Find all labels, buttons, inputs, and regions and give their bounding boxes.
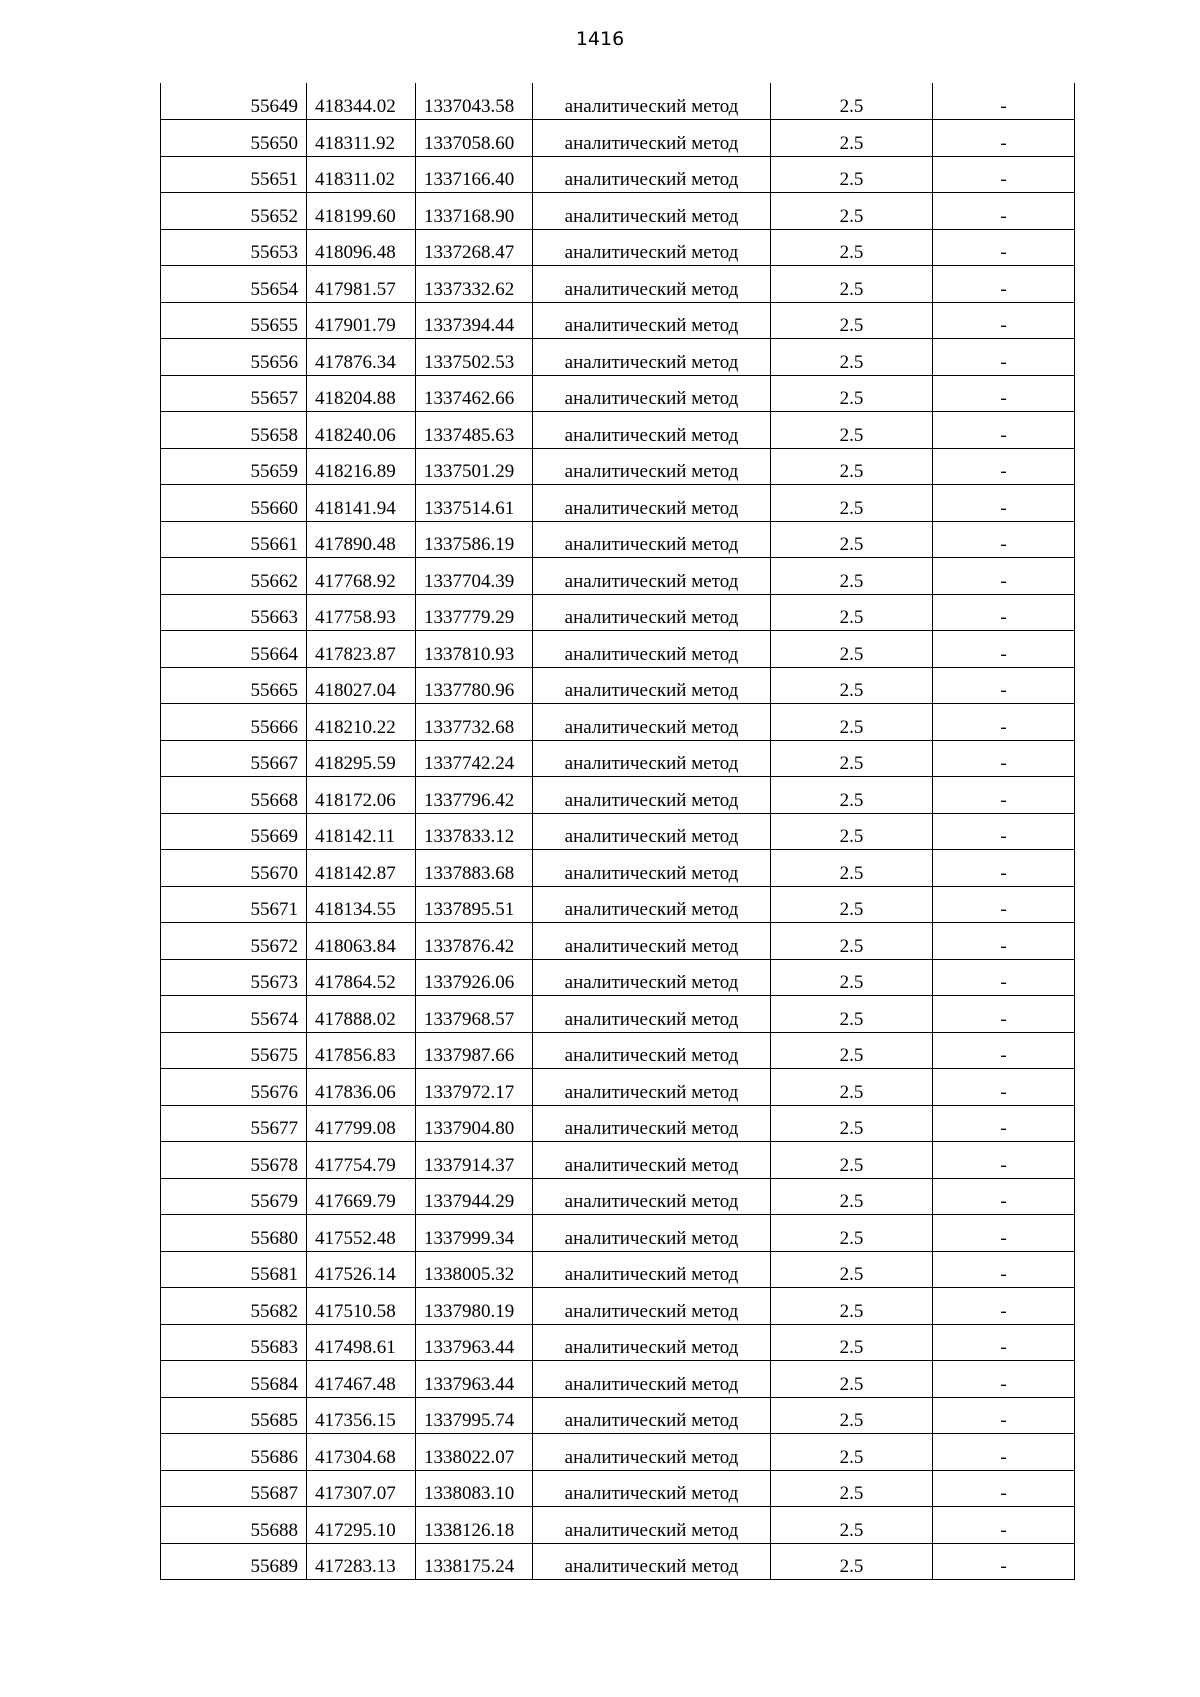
method-cell: аналитический метод — [533, 156, 771, 193]
coordinates-table-body — [161, 83, 1075, 1580]
method-cell: аналитический метод — [533, 923, 771, 960]
y-coordinate-cell: 1337926.06 — [416, 959, 533, 996]
x-coordinate-cell: 417888.02 — [307, 996, 416, 1033]
x-coordinate-cell: 417754.79 — [307, 1142, 416, 1179]
y-coordinate-cell: 1337796.42 — [416, 777, 533, 814]
note-cell: - — [933, 1507, 1075, 1544]
note-cell: - — [933, 266, 1075, 303]
table-row — [161, 83, 1075, 120]
accuracy-cell: 2.5 — [771, 1434, 933, 1471]
table-row — [161, 996, 1075, 1033]
note-cell: - — [933, 1288, 1075, 1325]
accuracy-cell: 2.5 — [771, 886, 933, 923]
method-cell: аналитический метод — [533, 1543, 771, 1580]
note-cell: - — [933, 1543, 1075, 1580]
y-coordinate-cell: 1337968.57 — [416, 996, 533, 1033]
method-cell: аналитический метод — [533, 1251, 771, 1288]
y-coordinate-cell: 1338022.07 — [416, 1434, 533, 1471]
method-cell: аналитический метод — [533, 193, 771, 230]
x-coordinate-cell: 418142.11 — [307, 813, 416, 850]
y-coordinate-cell: 1337963.44 — [416, 1324, 533, 1361]
accuracy-cell: 2.5 — [771, 1288, 933, 1325]
x-coordinate-cell: 418134.55 — [307, 886, 416, 923]
y-coordinate-cell: 1338005.32 — [416, 1251, 533, 1288]
y-coordinate-cell: 1337972.17 — [416, 1069, 533, 1106]
table-row — [161, 521, 1075, 558]
accuracy-cell: 2.5 — [771, 923, 933, 960]
table-row — [161, 1069, 1075, 1106]
table-row — [161, 1361, 1075, 1398]
table-row — [161, 1397, 1075, 1434]
table-row — [161, 1178, 1075, 1215]
note-cell: - — [933, 339, 1075, 376]
table-row — [161, 1251, 1075, 1288]
accuracy-cell: 2.5 — [771, 375, 933, 412]
point-number-cell: 55689 — [161, 1543, 307, 1580]
table-row — [161, 120, 1075, 157]
point-number-cell: 55649 — [161, 83, 307, 120]
accuracy-cell: 2.5 — [771, 777, 933, 814]
note-cell: - — [933, 1434, 1075, 1471]
y-coordinate-cell: 1337586.19 — [416, 521, 533, 558]
method-cell: аналитический метод — [533, 777, 771, 814]
y-coordinate-cell: 1337833.12 — [416, 813, 533, 850]
accuracy-cell: 2.5 — [771, 156, 933, 193]
point-number-cell: 55678 — [161, 1142, 307, 1179]
x-coordinate-cell: 418063.84 — [307, 923, 416, 960]
y-coordinate-cell: 1338175.24 — [416, 1543, 533, 1580]
accuracy-cell: 2.5 — [771, 339, 933, 376]
x-coordinate-cell: 417467.48 — [307, 1361, 416, 1398]
note-cell: - — [933, 1397, 1075, 1434]
table-row — [161, 1434, 1075, 1471]
method-cell: аналитический метод — [533, 704, 771, 741]
x-coordinate-cell: 417307.07 — [307, 1470, 416, 1507]
point-number-cell: 55663 — [161, 594, 307, 631]
point-number-cell: 55669 — [161, 813, 307, 850]
method-cell: аналитический метод — [533, 120, 771, 157]
accuracy-cell: 2.5 — [771, 266, 933, 303]
table-row — [161, 558, 1075, 595]
note-cell: - — [933, 704, 1075, 741]
note-cell: - — [933, 302, 1075, 339]
table-row — [161, 1543, 1075, 1580]
x-coordinate-cell: 418216.89 — [307, 448, 416, 485]
x-coordinate-cell: 418311.92 — [307, 120, 416, 157]
method-cell: аналитический метод — [533, 83, 771, 120]
x-coordinate-cell: 418204.88 — [307, 375, 416, 412]
y-coordinate-cell: 1337704.39 — [416, 558, 533, 595]
x-coordinate-cell: 418141.94 — [307, 485, 416, 522]
y-coordinate-cell: 1338126.18 — [416, 1507, 533, 1544]
method-cell: аналитический метод — [533, 813, 771, 850]
x-coordinate-cell: 417768.92 — [307, 558, 416, 595]
page-number: 1416 — [575, 28, 625, 50]
accuracy-cell: 2.5 — [771, 558, 933, 595]
table-row — [161, 667, 1075, 704]
point-number-cell: 55673 — [161, 959, 307, 996]
y-coordinate-cell: 1337944.29 — [416, 1178, 533, 1215]
table-row — [161, 923, 1075, 960]
accuracy-cell: 2.5 — [771, 1215, 933, 1252]
y-coordinate-cell: 1337914.37 — [416, 1142, 533, 1179]
table-row — [161, 1507, 1075, 1544]
x-coordinate-cell: 417890.48 — [307, 521, 416, 558]
note-cell: - — [933, 1324, 1075, 1361]
x-coordinate-cell: 417856.83 — [307, 1032, 416, 1069]
x-coordinate-cell: 417498.61 — [307, 1324, 416, 1361]
x-coordinate-cell: 417864.52 — [307, 959, 416, 996]
table-row — [161, 594, 1075, 631]
point-number-cell: 55686 — [161, 1434, 307, 1471]
table-row — [161, 1288, 1075, 1325]
x-coordinate-cell: 417901.79 — [307, 302, 416, 339]
note-cell: - — [933, 83, 1075, 120]
accuracy-cell: 2.5 — [771, 1069, 933, 1106]
method-cell: аналитический метод — [533, 667, 771, 704]
y-coordinate-cell: 1337876.42 — [416, 923, 533, 960]
point-number-cell: 55650 — [161, 120, 307, 157]
note-cell: - — [933, 740, 1075, 777]
point-number-cell: 55681 — [161, 1251, 307, 1288]
x-coordinate-cell: 417823.87 — [307, 631, 416, 668]
point-number-cell: 55656 — [161, 339, 307, 376]
table-row — [161, 412, 1075, 449]
note-cell: - — [933, 1032, 1075, 1069]
method-cell: аналитический метод — [533, 1215, 771, 1252]
table-row — [161, 339, 1075, 376]
note-cell: - — [933, 1105, 1075, 1142]
x-coordinate-cell: 417799.08 — [307, 1105, 416, 1142]
table-row — [161, 448, 1075, 485]
coordinates-table — [160, 83, 1075, 1580]
x-coordinate-cell: 417304.68 — [307, 1434, 416, 1471]
method-cell: аналитический метод — [533, 1434, 771, 1471]
point-number-cell: 55652 — [161, 193, 307, 230]
point-number-cell: 55688 — [161, 1507, 307, 1544]
point-number-cell: 55680 — [161, 1215, 307, 1252]
note-cell: - — [933, 959, 1075, 996]
accuracy-cell: 2.5 — [771, 667, 933, 704]
x-coordinate-cell: 418096.48 — [307, 229, 416, 266]
note-cell: - — [933, 156, 1075, 193]
point-number-cell: 55675 — [161, 1032, 307, 1069]
x-coordinate-cell: 418172.06 — [307, 777, 416, 814]
table-row — [161, 813, 1075, 850]
point-number-cell: 55665 — [161, 667, 307, 704]
x-coordinate-cell: 417836.06 — [307, 1069, 416, 1106]
x-coordinate-cell: 417510.58 — [307, 1288, 416, 1325]
x-coordinate-cell: 417981.57 — [307, 266, 416, 303]
table-row — [161, 959, 1075, 996]
accuracy-cell: 2.5 — [771, 1105, 933, 1142]
method-cell: аналитический метод — [533, 1105, 771, 1142]
y-coordinate-cell: 1337058.60 — [416, 120, 533, 157]
x-coordinate-cell: 417876.34 — [307, 339, 416, 376]
note-cell: - — [933, 1069, 1075, 1106]
point-number-cell: 55683 — [161, 1324, 307, 1361]
note-cell: - — [933, 1178, 1075, 1215]
method-cell: аналитический метод — [533, 1397, 771, 1434]
method-cell: аналитический метод — [533, 1507, 771, 1544]
method-cell: аналитический метод — [533, 229, 771, 266]
y-coordinate-cell: 1337166.40 — [416, 156, 533, 193]
method-cell: аналитический метод — [533, 375, 771, 412]
accuracy-cell: 2.5 — [771, 120, 933, 157]
method-cell: аналитический метод — [533, 1069, 771, 1106]
note-cell: - — [933, 193, 1075, 230]
note-cell: - — [933, 594, 1075, 631]
y-coordinate-cell: 1337779.29 — [416, 594, 533, 631]
table-row — [161, 850, 1075, 887]
method-cell: аналитический метод — [533, 740, 771, 777]
accuracy-cell: 2.5 — [771, 1324, 933, 1361]
note-cell: - — [933, 667, 1075, 704]
note-cell: - — [933, 850, 1075, 887]
point-number-cell: 55667 — [161, 740, 307, 777]
x-coordinate-cell: 418210.22 — [307, 704, 416, 741]
x-coordinate-cell: 418240.06 — [307, 412, 416, 449]
table-row — [161, 266, 1075, 303]
y-coordinate-cell: 1337268.47 — [416, 229, 533, 266]
point-number-cell: 55679 — [161, 1178, 307, 1215]
accuracy-cell: 2.5 — [771, 229, 933, 266]
table-row — [161, 193, 1075, 230]
y-coordinate-cell: 1337999.34 — [416, 1215, 533, 1252]
accuracy-cell: 2.5 — [771, 594, 933, 631]
accuracy-cell: 2.5 — [771, 850, 933, 887]
y-coordinate-cell: 1338083.10 — [416, 1470, 533, 1507]
note-cell: - — [933, 521, 1075, 558]
table-row — [161, 375, 1075, 412]
method-cell: аналитический метод — [533, 485, 771, 522]
method-cell: аналитический метод — [533, 302, 771, 339]
method-cell: аналитический метод — [533, 521, 771, 558]
y-coordinate-cell: 1337168.90 — [416, 193, 533, 230]
x-coordinate-cell: 418295.59 — [307, 740, 416, 777]
point-number-cell: 55666 — [161, 704, 307, 741]
point-number-cell: 55664 — [161, 631, 307, 668]
point-number-cell: 55661 — [161, 521, 307, 558]
x-coordinate-cell: 417356.15 — [307, 1397, 416, 1434]
point-number-cell: 55660 — [161, 485, 307, 522]
y-coordinate-cell: 1337732.68 — [416, 704, 533, 741]
method-cell: аналитический метод — [533, 1288, 771, 1325]
note-cell: - — [933, 1142, 1075, 1179]
y-coordinate-cell: 1337394.44 — [416, 302, 533, 339]
accuracy-cell: 2.5 — [771, 1178, 933, 1215]
accuracy-cell: 2.5 — [771, 1142, 933, 1179]
point-number-cell: 55677 — [161, 1105, 307, 1142]
y-coordinate-cell: 1337501.29 — [416, 448, 533, 485]
point-number-cell: 55653 — [161, 229, 307, 266]
note-cell: - — [933, 120, 1075, 157]
y-coordinate-cell: 1337332.62 — [416, 266, 533, 303]
method-cell: аналитический метод — [533, 959, 771, 996]
accuracy-cell: 2.5 — [771, 83, 933, 120]
table-row — [161, 229, 1075, 266]
method-cell: аналитический метод — [533, 1361, 771, 1398]
point-number-cell: 55676 — [161, 1069, 307, 1106]
y-coordinate-cell: 1337485.63 — [416, 412, 533, 449]
note-cell: - — [933, 1361, 1075, 1398]
y-coordinate-cell: 1337987.66 — [416, 1032, 533, 1069]
accuracy-cell: 2.5 — [771, 521, 933, 558]
y-coordinate-cell: 1337502.53 — [416, 339, 533, 376]
method-cell: аналитический метод — [533, 996, 771, 1033]
accuracy-cell: 2.5 — [771, 1361, 933, 1398]
y-coordinate-cell: 1337043.58 — [416, 83, 533, 120]
point-number-cell: 55655 — [161, 302, 307, 339]
accuracy-cell: 2.5 — [771, 1032, 933, 1069]
x-coordinate-cell: 417758.93 — [307, 594, 416, 631]
method-cell: аналитический метод — [533, 412, 771, 449]
accuracy-cell: 2.5 — [771, 631, 933, 668]
point-number-cell: 55654 — [161, 266, 307, 303]
x-coordinate-cell: 418142.87 — [307, 850, 416, 887]
accuracy-cell: 2.5 — [771, 1507, 933, 1544]
y-coordinate-cell: 1337904.80 — [416, 1105, 533, 1142]
y-coordinate-cell: 1337462.66 — [416, 375, 533, 412]
note-cell: - — [933, 229, 1075, 266]
y-coordinate-cell: 1337895.51 — [416, 886, 533, 923]
accuracy-cell: 2.5 — [771, 740, 933, 777]
note-cell: - — [933, 375, 1075, 412]
x-coordinate-cell: 417295.10 — [307, 1507, 416, 1544]
point-number-cell: 55657 — [161, 375, 307, 412]
table-row — [161, 740, 1075, 777]
accuracy-cell: 2.5 — [771, 996, 933, 1033]
x-coordinate-cell: 418199.60 — [307, 193, 416, 230]
note-cell: - — [933, 1251, 1075, 1288]
x-coordinate-cell: 418027.04 — [307, 667, 416, 704]
y-coordinate-cell: 1337810.93 — [416, 631, 533, 668]
table-row — [161, 485, 1075, 522]
accuracy-cell: 2.5 — [771, 302, 933, 339]
x-coordinate-cell: 417283.13 — [307, 1543, 416, 1580]
note-cell: - — [933, 412, 1075, 449]
accuracy-cell: 2.5 — [771, 193, 933, 230]
point-number-cell: 55682 — [161, 1288, 307, 1325]
method-cell: аналитический метод — [533, 558, 771, 595]
point-number-cell: 55671 — [161, 886, 307, 923]
table-row — [161, 1215, 1075, 1252]
note-cell: - — [933, 631, 1075, 668]
accuracy-cell: 2.5 — [771, 448, 933, 485]
x-coordinate-cell: 417552.48 — [307, 1215, 416, 1252]
table-row — [161, 704, 1075, 741]
note-cell: - — [933, 996, 1075, 1033]
note-cell: - — [933, 1215, 1075, 1252]
table-row — [161, 886, 1075, 923]
table-row — [161, 302, 1075, 339]
method-cell: аналитический метод — [533, 1470, 771, 1507]
y-coordinate-cell: 1337963.44 — [416, 1361, 533, 1398]
method-cell: аналитический метод — [533, 886, 771, 923]
method-cell: аналитический метод — [533, 1032, 771, 1069]
y-coordinate-cell: 1337995.74 — [416, 1397, 533, 1434]
x-coordinate-cell: 418344.02 — [307, 83, 416, 120]
point-number-cell: 55684 — [161, 1361, 307, 1398]
note-cell: - — [933, 777, 1075, 814]
y-coordinate-cell: 1337780.96 — [416, 667, 533, 704]
table-row — [161, 1142, 1075, 1179]
note-cell: - — [933, 923, 1075, 960]
y-coordinate-cell: 1337514.61 — [416, 485, 533, 522]
table-row — [161, 1324, 1075, 1361]
note-cell: - — [933, 558, 1075, 595]
accuracy-cell: 2.5 — [771, 813, 933, 850]
table-row — [161, 156, 1075, 193]
method-cell: аналитический метод — [533, 631, 771, 668]
y-coordinate-cell: 1337883.68 — [416, 850, 533, 887]
point-number-cell: 55658 — [161, 412, 307, 449]
method-cell: аналитический метод — [533, 1324, 771, 1361]
note-cell: - — [933, 448, 1075, 485]
point-number-cell: 55672 — [161, 923, 307, 960]
x-coordinate-cell: 418311.02 — [307, 156, 416, 193]
note-cell: - — [933, 485, 1075, 522]
note-cell: - — [933, 886, 1075, 923]
method-cell: аналитический метод — [533, 594, 771, 631]
accuracy-cell: 2.5 — [771, 1397, 933, 1434]
accuracy-cell: 2.5 — [771, 704, 933, 741]
point-number-cell: 55662 — [161, 558, 307, 595]
table-row — [161, 1105, 1075, 1142]
point-number-cell: 55685 — [161, 1397, 307, 1434]
table-row — [161, 777, 1075, 814]
accuracy-cell: 2.5 — [771, 1251, 933, 1288]
point-number-cell: 55668 — [161, 777, 307, 814]
accuracy-cell: 2.5 — [771, 1470, 933, 1507]
x-coordinate-cell: 417669.79 — [307, 1178, 416, 1215]
y-coordinate-cell: 1337742.24 — [416, 740, 533, 777]
table-row — [161, 1032, 1075, 1069]
method-cell: аналитический метод — [533, 339, 771, 376]
point-number-cell: 55659 — [161, 448, 307, 485]
method-cell: аналитический метод — [533, 1142, 771, 1179]
point-number-cell: 55651 — [161, 156, 307, 193]
method-cell: аналитический метод — [533, 1178, 771, 1215]
point-number-cell: 55674 — [161, 996, 307, 1033]
method-cell: аналитический метод — [533, 850, 771, 887]
accuracy-cell: 2.5 — [771, 485, 933, 522]
method-cell: аналитический метод — [533, 448, 771, 485]
table-row — [161, 1470, 1075, 1507]
note-cell: - — [933, 813, 1075, 850]
accuracy-cell: 2.5 — [771, 412, 933, 449]
accuracy-cell: 2.5 — [771, 1543, 933, 1580]
note-cell: - — [933, 1470, 1075, 1507]
x-coordinate-cell: 417526.14 — [307, 1251, 416, 1288]
point-number-cell: 55670 — [161, 850, 307, 887]
y-coordinate-cell: 1337980.19 — [416, 1288, 533, 1325]
method-cell: аналитический метод — [533, 266, 771, 303]
table-row — [161, 631, 1075, 668]
point-number-cell: 55687 — [161, 1470, 307, 1507]
accuracy-cell: 2.5 — [771, 959, 933, 996]
